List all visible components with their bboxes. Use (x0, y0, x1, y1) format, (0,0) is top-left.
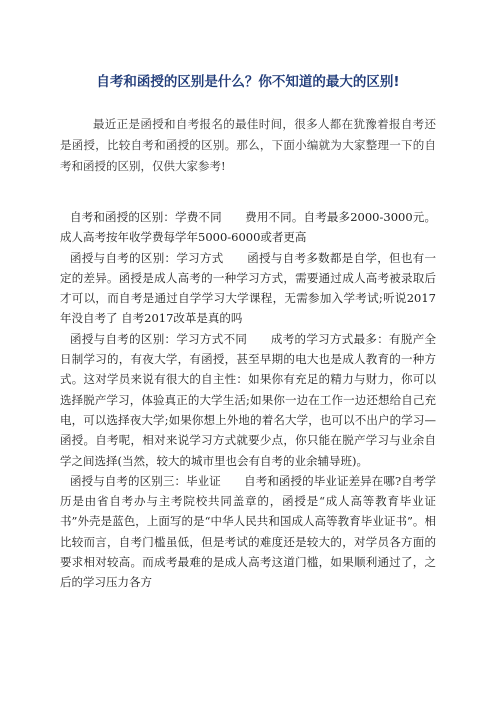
paragraph-tuition: 自考和函授的区别：学费不同 费用不同。自考最多2000-3000元。成人高考按年收学费每学年5000-6000或者更高 (60, 210, 436, 245)
paragraph-diploma: 函授与自考的区别三：毕业证 自考和函授的毕业证差异在哪?自考学历是由省自考办与主考院校共同盖章的，函授是“成人高等教育毕业证书”外壳是蓝色，上面写的是“中华人民共和国成人高等教育毕业证书”。相比较而言，自考门槛虽低，但是考试的难度还是较大的，对学员各方面的要求相对较高。而成考最难的是成人高考这道门槛，如果顺利通过了，之后的学习压力各方 (60, 473, 436, 590)
document-body (60, 207, 436, 593)
intro-paragraph: 最近正是函授和自考报名的最佳时间，很多人都在犹豫着报自考还是函授，比较自考和函授的区别。那么，下面小编就为大家整理一下的自考和函授的区别，仅供大家参考! (60, 117, 436, 173)
document-title: 自考和函授的区别是什么？你不知道的最大的区别! (96, 74, 400, 90)
paragraph-study-method-differences: 函授与自考的区别：学习方式不同 成考的学习方式最多：有脱产全日制学习的，有夜大学，有函授，甚至早期的电大也是成人教育的一种方式。这对学员来说有很大的自主性：如果你有充足的精力与财力，你可以选择脱产学习，体验真正的大学生活;如果你一边在工作一边还想给自己充电，可以选择夜大学;如果你想上外地的着名大学，也可以不出户的学习—函授。自考呢，相对来说学习方式就要少点，你只能在脱产学习与业余自学之间选择(当然，较大的城市里也会有自考的业余辅导班)。 (60, 331, 436, 468)
paragraph-study-method: 函授与自考的区别：学习方式 函授与自考多数都是自学，但也有一定的差异。函授是成人高考的一种学习方式，需要通过成人高考被录取后才可以，而自考是通过自学学习大学课程，无需参加入学考试;听说2017年没自考了 自考2017改革是真的吗 (60, 250, 436, 326)
